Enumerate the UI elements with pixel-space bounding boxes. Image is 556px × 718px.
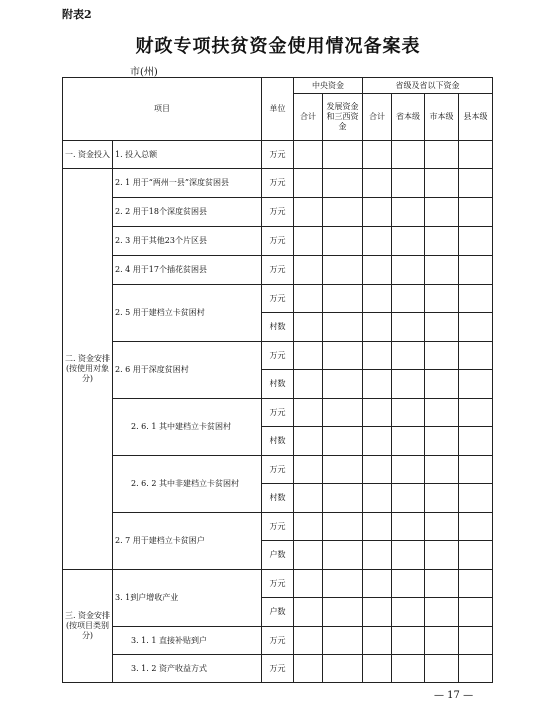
row-label: 2. 2 用于18个深度贫困县 bbox=[113, 198, 262, 227]
header-county-level: 县本级 bbox=[459, 94, 493, 141]
input-cell[interactable] bbox=[323, 541, 363, 570]
input-cell[interactable] bbox=[363, 169, 392, 198]
input-cell[interactable] bbox=[294, 370, 323, 399]
input-cell[interactable] bbox=[294, 541, 323, 570]
input-cell[interactable] bbox=[459, 256, 493, 285]
table-row bbox=[63, 169, 493, 198]
annex-label: 附表2 bbox=[62, 8, 92, 21]
table-row bbox=[63, 198, 493, 227]
input-cell[interactable] bbox=[425, 313, 459, 342]
input-cell[interactable] bbox=[392, 313, 425, 342]
input-cell[interactable] bbox=[392, 427, 425, 456]
unit-cell: 村数 bbox=[262, 427, 294, 456]
input-cell[interactable] bbox=[363, 227, 392, 256]
header-prov-total: 合计 bbox=[363, 94, 392, 141]
input-cell[interactable] bbox=[363, 655, 392, 683]
input-cell[interactable] bbox=[323, 370, 363, 399]
input-cell[interactable] bbox=[425, 285, 459, 313]
input-cell[interactable] bbox=[425, 427, 459, 456]
input-cell[interactable] bbox=[363, 399, 392, 427]
input-cell[interactable] bbox=[323, 342, 363, 370]
input-cell[interactable] bbox=[425, 342, 459, 370]
input-cell[interactable] bbox=[459, 370, 493, 399]
unit-cell: 万元 bbox=[262, 399, 294, 427]
input-cell[interactable] bbox=[425, 370, 459, 399]
input-cell[interactable] bbox=[425, 256, 459, 285]
input-cell[interactable] bbox=[392, 141, 425, 169]
input-cell[interactable] bbox=[323, 570, 363, 598]
input-cell[interactable] bbox=[459, 313, 493, 342]
input-cell[interactable] bbox=[294, 141, 323, 169]
table-row bbox=[63, 655, 493, 683]
unit-cell: 万元 bbox=[262, 198, 294, 227]
input-cell[interactable] bbox=[363, 627, 392, 655]
input-cell[interactable] bbox=[425, 169, 459, 198]
input-cell[interactable] bbox=[392, 370, 425, 399]
table-row bbox=[63, 256, 493, 285]
input-cell[interactable] bbox=[459, 169, 493, 198]
section-label-1: 一. 资金投入 bbox=[63, 141, 113, 169]
input-cell[interactable] bbox=[459, 342, 493, 370]
input-cell[interactable] bbox=[459, 141, 493, 169]
input-cell[interactable] bbox=[294, 598, 323, 627]
input-cell[interactable] bbox=[294, 285, 323, 313]
unit-cell: 万元 bbox=[262, 256, 294, 285]
unit-cell: 户数 bbox=[262, 598, 294, 627]
unit-cell: 村数 bbox=[262, 370, 294, 399]
unit-cell: 万元 bbox=[262, 570, 294, 598]
row-label: 2. 7 用于建档立卡贫困户 bbox=[113, 513, 262, 570]
unit-cell: 万元 bbox=[262, 141, 294, 169]
input-cell[interactable] bbox=[363, 427, 392, 456]
input-cell[interactable] bbox=[459, 285, 493, 313]
input-cell[interactable] bbox=[294, 627, 323, 655]
input-cell[interactable] bbox=[459, 513, 493, 541]
input-cell[interactable] bbox=[323, 313, 363, 342]
row-label: 2. 1 用于“两州一县”深度贫困县 bbox=[113, 169, 262, 198]
input-cell[interactable] bbox=[363, 256, 392, 285]
input-cell[interactable] bbox=[323, 484, 363, 513]
table-row bbox=[63, 399, 493, 427]
input-cell[interactable] bbox=[459, 427, 493, 456]
page-number: — 17 — bbox=[434, 690, 474, 701]
input-cell[interactable] bbox=[425, 227, 459, 256]
row-label: 2. 6. 2 其中非建档立卡贫困村 bbox=[113, 456, 262, 513]
input-cell[interactable] bbox=[363, 570, 392, 598]
input-cell[interactable] bbox=[363, 285, 392, 313]
input-cell[interactable] bbox=[323, 256, 363, 285]
input-cell[interactable] bbox=[425, 456, 459, 484]
form-title: 财政专项扶贫资金使用情况备案表 bbox=[135, 36, 421, 57]
input-cell[interactable] bbox=[294, 169, 323, 198]
input-cell[interactable] bbox=[294, 484, 323, 513]
input-cell[interactable] bbox=[392, 227, 425, 256]
row-label: 2. 4 用于17个插花贫困县 bbox=[113, 256, 262, 285]
input-cell[interactable] bbox=[392, 169, 425, 198]
input-cell[interactable] bbox=[323, 399, 363, 427]
input-cell[interactable] bbox=[363, 370, 392, 399]
input-cell[interactable] bbox=[459, 484, 493, 513]
table-row bbox=[63, 627, 493, 655]
input-cell[interactable] bbox=[425, 484, 459, 513]
row-label: 2. 5 用于建档立卡贫困村 bbox=[113, 285, 262, 342]
input-cell[interactable] bbox=[425, 198, 459, 227]
input-cell[interactable] bbox=[323, 427, 363, 456]
input-cell[interactable] bbox=[392, 342, 425, 370]
row-label: 3. 1到户增收产业 bbox=[113, 570, 262, 627]
unit-cell: 万元 bbox=[262, 456, 294, 484]
input-cell[interactable] bbox=[323, 513, 363, 541]
input-cell[interactable] bbox=[459, 456, 493, 484]
input-cell[interactable] bbox=[459, 570, 493, 598]
input-cell[interactable] bbox=[392, 513, 425, 541]
unit-cell: 万元 bbox=[262, 513, 294, 541]
input-cell[interactable] bbox=[323, 627, 363, 655]
input-cell[interactable] bbox=[323, 169, 363, 198]
filing-table bbox=[62, 77, 493, 683]
city-field bbox=[62, 63, 158, 78]
input-cell[interactable] bbox=[294, 427, 323, 456]
header-unit: 单位 bbox=[262, 78, 294, 141]
row-label: 2. 6. 1 其中建档立卡贫困村 bbox=[113, 399, 262, 456]
input-cell[interactable] bbox=[459, 399, 493, 427]
input-cell[interactable] bbox=[425, 570, 459, 598]
input-cell[interactable] bbox=[323, 198, 363, 227]
input-cell[interactable] bbox=[323, 285, 363, 313]
input-cell[interactable] bbox=[323, 598, 363, 627]
input-cell[interactable] bbox=[392, 541, 425, 570]
input-cell[interactable] bbox=[294, 513, 323, 541]
unit-cell: 万元 bbox=[262, 627, 294, 655]
input-cell[interactable] bbox=[392, 456, 425, 484]
input-cell[interactable] bbox=[323, 227, 363, 256]
row-label: 3. 1. 2 资产收益方式 bbox=[113, 655, 262, 683]
input-cell[interactable] bbox=[392, 256, 425, 285]
table-row bbox=[63, 141, 493, 169]
input-cell[interactable] bbox=[425, 513, 459, 541]
input-cell[interactable] bbox=[392, 627, 425, 655]
unit-cell: 户数 bbox=[262, 541, 294, 570]
header-central-funds: 中央资金 bbox=[294, 78, 363, 94]
input-cell[interactable] bbox=[323, 141, 363, 169]
header-item: 项目 bbox=[63, 78, 262, 141]
table-row bbox=[63, 456, 493, 484]
input-cell[interactable] bbox=[294, 198, 323, 227]
input-cell[interactable] bbox=[294, 570, 323, 598]
input-cell[interactable] bbox=[363, 198, 392, 227]
input-cell[interactable] bbox=[294, 456, 323, 484]
input-cell[interactable] bbox=[425, 399, 459, 427]
unit-cell: 村数 bbox=[262, 484, 294, 513]
input-cell[interactable] bbox=[392, 484, 425, 513]
input-cell[interactable] bbox=[425, 141, 459, 169]
table-row bbox=[63, 513, 493, 541]
input-cell[interactable] bbox=[392, 399, 425, 427]
header-prov-level: 省本级 bbox=[392, 94, 425, 141]
input-cell[interactable] bbox=[425, 627, 459, 655]
table-row bbox=[63, 285, 493, 313]
header-central-total: 合计 bbox=[294, 94, 323, 141]
section-label-2: 二. 资金安排 (按使用对象分) bbox=[63, 169, 113, 570]
header-row-1 bbox=[63, 78, 493, 94]
input-cell[interactable] bbox=[363, 541, 392, 570]
input-cell[interactable] bbox=[294, 256, 323, 285]
row-label: 3. 1. 1 直接补贴到户 bbox=[113, 627, 262, 655]
unit-cell: 万元 bbox=[262, 342, 294, 370]
row-label: 2. 6 用于深度贫困村 bbox=[113, 342, 262, 399]
input-cell[interactable] bbox=[294, 313, 323, 342]
input-cell[interactable] bbox=[392, 598, 425, 627]
unit-cell: 万元 bbox=[262, 285, 294, 313]
input-cell[interactable] bbox=[392, 655, 425, 683]
unit-cell: 万元 bbox=[262, 227, 294, 256]
input-cell[interactable] bbox=[459, 227, 493, 256]
input-cell[interactable] bbox=[392, 570, 425, 598]
input-cell[interactable] bbox=[294, 342, 323, 370]
input-cell[interactable] bbox=[323, 456, 363, 484]
row-label: 1. 投入总额 bbox=[113, 141, 262, 169]
city-suffix: 市(州) bbox=[130, 67, 158, 78]
input-cell[interactable] bbox=[363, 141, 392, 169]
unit-cell: 万元 bbox=[262, 169, 294, 198]
table-row bbox=[63, 342, 493, 370]
section-label-3: 三. 资金安排 (按项目类别分) bbox=[63, 570, 113, 683]
input-cell[interactable] bbox=[363, 598, 392, 627]
header-central-dev: 发展资金和三西资金 bbox=[323, 94, 363, 141]
table-row bbox=[63, 227, 493, 256]
unit-cell: 万元 bbox=[262, 655, 294, 683]
header-city-level: 市本级 bbox=[425, 94, 459, 141]
input-cell[interactable] bbox=[294, 655, 323, 683]
table-row bbox=[63, 570, 493, 598]
input-cell[interactable] bbox=[459, 655, 493, 683]
input-cell[interactable] bbox=[425, 598, 459, 627]
input-cell[interactable] bbox=[363, 513, 392, 541]
input-cell[interactable] bbox=[294, 227, 323, 256]
input-cell[interactable] bbox=[425, 655, 459, 683]
input-cell[interactable] bbox=[363, 484, 392, 513]
input-cell[interactable] bbox=[459, 198, 493, 227]
input-cell[interactable] bbox=[363, 342, 392, 370]
unit-cell: 村数 bbox=[262, 313, 294, 342]
input-cell[interactable] bbox=[363, 313, 392, 342]
input-cell[interactable] bbox=[459, 627, 493, 655]
row-label: 2. 3 用于其他23个片区县 bbox=[113, 227, 262, 256]
input-cell[interactable] bbox=[459, 598, 493, 627]
input-cell[interactable] bbox=[363, 456, 392, 484]
input-cell[interactable] bbox=[323, 655, 363, 683]
input-cell[interactable] bbox=[425, 541, 459, 570]
input-cell[interactable] bbox=[392, 285, 425, 313]
input-cell[interactable] bbox=[294, 399, 323, 427]
header-provincial-funds: 省级及省以下资金 bbox=[363, 78, 493, 94]
input-cell[interactable] bbox=[392, 198, 425, 227]
input-cell[interactable] bbox=[459, 541, 493, 570]
